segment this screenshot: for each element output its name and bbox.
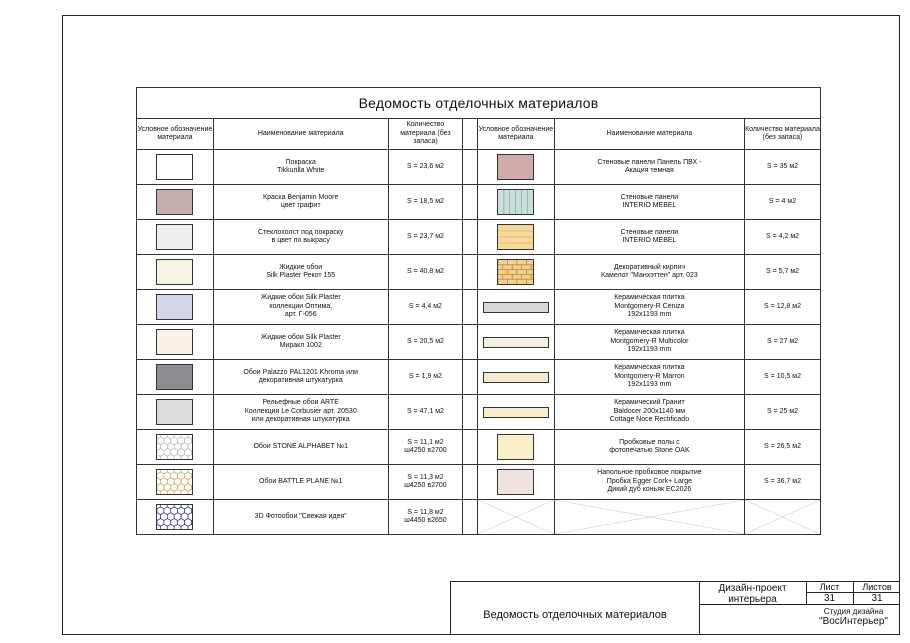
header-qty-left: Количество материала (без запаса) [388, 119, 463, 150]
table-row [137, 255, 821, 290]
sheet-number: 31 [823, 593, 836, 604]
materials-table [136, 87, 821, 535]
material-quantity: S = 36,7 м2 [745, 465, 821, 500]
material-symbol [137, 465, 214, 500]
column-gap [463, 119, 478, 150]
material-symbol [477, 325, 554, 360]
material-swatch [156, 294, 193, 320]
column-gap [463, 255, 478, 290]
material-symbol [477, 395, 554, 430]
material-swatch [156, 469, 193, 495]
material-quantity: S = 4,4 м2 [388, 290, 463, 325]
material-quantity: S = 27 м2 [745, 325, 821, 360]
header-name-right: Наименование материала [554, 119, 744, 150]
material-quantity: S = 25 м2 [745, 395, 821, 430]
material-quantity: S = 11,3 м2 ш4250 в2700 [388, 465, 463, 500]
material-swatch [497, 434, 534, 460]
material-symbol [477, 185, 554, 220]
material-symbol [477, 430, 554, 465]
table-row [137, 290, 821, 325]
material-symbol [477, 290, 554, 325]
column-gap [463, 325, 478, 360]
material-quantity: S = 23,6 м2 [388, 150, 463, 185]
material-symbol [137, 185, 214, 220]
material-symbol [137, 290, 214, 325]
material-quantity: S = 10,5 м2 [745, 360, 821, 395]
material-swatch [156, 329, 193, 355]
material-swatch [156, 189, 193, 215]
material-quantity: S = 23,7 м2 [388, 220, 463, 255]
material-symbol [137, 360, 214, 395]
material-swatch [156, 399, 193, 425]
material-name: Рельефные обои ARTE Коллекция Le Corbusier арт. 20530 или декоративная штукатурка [213, 395, 388, 430]
material-quantity: S = 26,5 м2 [745, 430, 821, 465]
material-name: Стеклохолст под покраску в цвет по выкрасу [213, 220, 388, 255]
table-row [137, 220, 821, 255]
table-row [137, 500, 821, 535]
material-symbol [137, 500, 214, 535]
material-swatch [497, 224, 534, 250]
material-name: Декоративный кирпич Камелот "Манхэттен" арт. 023 [554, 255, 744, 290]
material-name: Жидкие обои Silk Plaster коллекции Оптима, арт. Г-056 [213, 290, 388, 325]
column-gap [463, 500, 478, 535]
material-name: Жидкие обои Silk Plaster Миракл 1002 [213, 325, 388, 360]
material-swatch [497, 469, 534, 495]
column-gap [463, 430, 478, 465]
material-quantity: S = 20,5 м2 [388, 325, 463, 360]
table-row [137, 185, 821, 220]
material-name: Керамическая плитка Montgomery-R Ceniza 192х1193 mm [554, 290, 744, 325]
material-quantity: S = 35 м2 [745, 150, 821, 185]
column-gap [463, 360, 478, 395]
material-symbol [477, 360, 554, 395]
material-symbol [137, 325, 214, 360]
material-swatch [483, 407, 549, 418]
material-swatch [483, 372, 549, 383]
material-symbol [137, 430, 214, 465]
project-name: Дизайн-проект интерьера [718, 583, 787, 605]
table-title: Ведомость отделочных материалов [137, 88, 821, 119]
material-swatch [497, 189, 534, 215]
material-symbol [477, 465, 554, 500]
material-symbol [137, 255, 214, 290]
table-row [137, 430, 821, 465]
material-name: Напольное пробковое покрытие Пробка Egger Cork+ Large Дикий дуб коньяк EC2026 [554, 465, 744, 500]
table-row [137, 395, 821, 430]
material-symbol [477, 150, 554, 185]
material-symbol [137, 395, 214, 430]
sheets-label: Листов [862, 582, 892, 592]
empty-cell [745, 500, 821, 535]
document-title: Ведомость отделочных материалов [483, 609, 667, 621]
material-quantity: S = 4 м2 [745, 185, 821, 220]
table-row [137, 360, 821, 395]
material-swatch [156, 504, 193, 530]
material-name: Керамическая плитка Montgomery-R Marron 192х1193 mm [554, 360, 744, 395]
column-gap [463, 465, 478, 500]
table-row [137, 150, 821, 185]
empty-cell [554, 500, 744, 535]
header-symbol-left: Условное обозначение материала [137, 119, 214, 150]
header-name-left: Наименование материала [213, 119, 388, 150]
column-gap [463, 290, 478, 325]
material-quantity: S = 18,5 м2 [388, 185, 463, 220]
material-name: Керамическая плитка Montgomery-R Multicolor 192х1193 mm [554, 325, 744, 360]
material-swatch [156, 259, 193, 285]
material-name: Пробковые полы с фотопечатью Stone OAK [554, 430, 744, 465]
material-name: Покраска Tikkurilla White [213, 150, 388, 185]
column-gap [463, 150, 478, 185]
material-name: Жидкие обои Silk Plaster Рекот 155 [213, 255, 388, 290]
material-name: Стеновые панели INTERIO MEBEL [554, 185, 744, 220]
table-row [137, 465, 821, 500]
material-symbol [137, 220, 214, 255]
empty-cell [477, 500, 554, 535]
header-qty-right: Количество материала (без запаса) [745, 119, 821, 150]
studio-name: "ВосИнтерьер" [819, 616, 888, 627]
material-name: Обои Palazzo PAL1201 Khroma или декоративная штукатурка [213, 360, 388, 395]
material-symbol [137, 150, 214, 185]
column-gap [463, 220, 478, 255]
material-name: Обои STONE ALPHABET №1 [213, 430, 388, 465]
material-swatch [483, 337, 549, 348]
material-swatch [156, 154, 193, 180]
material-quantity: S = 5,7 м2 [745, 255, 821, 290]
material-symbol [477, 220, 554, 255]
column-gap [463, 395, 478, 430]
material-quantity: S = 1,9 м2 [388, 360, 463, 395]
sheet-label: Лист [819, 582, 840, 592]
material-swatch [497, 154, 534, 180]
material-name: Керамический Гранит Baldocer 200х1140 мм Cottage Noce Rectificado [554, 395, 744, 430]
material-quantity: S = 47,1 м2 [388, 395, 463, 430]
table-row [137, 325, 821, 360]
material-name: Обои BATTLE PLANE №1 [213, 465, 388, 500]
material-name: Стеновые панели INTERIO MEBEL [554, 220, 744, 255]
material-swatch [156, 434, 193, 460]
material-swatch [156, 364, 193, 390]
material-quantity: S = 11,1 м2 ш4250 в2700 [388, 430, 463, 465]
material-swatch [497, 259, 534, 285]
header-symbol-right: Условное обозначение материала [477, 119, 554, 150]
material-name: Краска Benjamin Moore цвет графит [213, 185, 388, 220]
material-quantity: S = 4,2 м2 [745, 220, 821, 255]
title-block [450, 581, 900, 635]
material-quantity: S = 12,8 м2 [745, 290, 821, 325]
sheets-count: 31 [871, 593, 883, 604]
material-swatch [156, 224, 193, 250]
material-swatch [483, 302, 549, 313]
material-name: Стеновые панели Панель ПВХ - Акация темная [554, 150, 744, 185]
studio-label: Студия дизайна [823, 607, 884, 616]
column-gap [463, 185, 478, 220]
material-quantity: S = 11,8 м2 ш4450 в2650 [388, 500, 463, 535]
material-symbol [477, 255, 554, 290]
material-name: 3D Фотообои "Свежая идея" [213, 500, 388, 535]
material-quantity: S = 40,8 м2 [388, 255, 463, 290]
